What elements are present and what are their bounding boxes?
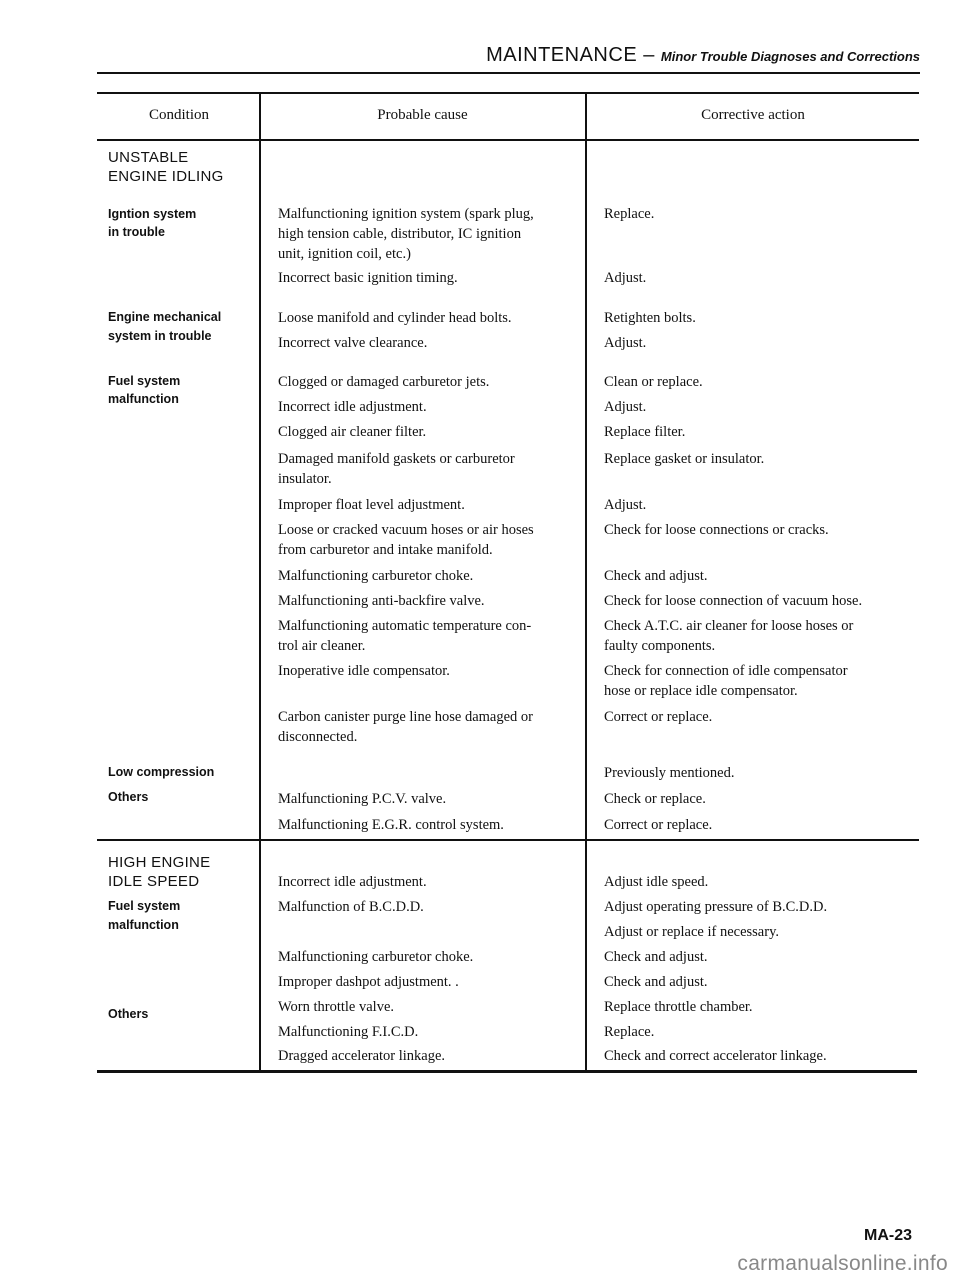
cause-line: Inoperative idle compensator. — [278, 663, 450, 679]
cause-line: Improper float level adjustment. — [278, 497, 465, 513]
table-top-rule — [97, 92, 919, 94]
cause-line: Malfunction of B.C.D.D. — [278, 899, 424, 915]
cause-line: Worn throttle valve. — [278, 999, 395, 1015]
condition-fuel-line1: Fuel system — [108, 374, 181, 388]
action-line: Check and correct accelerator linkage. — [604, 1048, 827, 1064]
condition-category-unstable-line1: UNSTABLE — [108, 149, 189, 166]
cause-line: Incorrect idle adjustment. — [278, 399, 427, 415]
condition-mechanical-line2: system in trouble — [108, 329, 212, 343]
cause-line: Loose or cracked vacuum hoses or air hoses — [278, 522, 534, 538]
cause-line: insulator. — [278, 471, 332, 487]
table-header-rule — [97, 139, 919, 141]
cause-line: Clogged or damaged carburetor jets. — [278, 374, 490, 390]
condition-category-high-line2: IDLE SPEED — [108, 873, 200, 890]
action-line: Check and adjust. — [604, 974, 708, 990]
cause-line: trol air cleaner. — [278, 638, 366, 654]
cause-line: Malfunctioning E.G.R. control system. — [278, 817, 504, 833]
page-header — [480, 44, 920, 67]
condition-others: Others — [108, 790, 149, 804]
column-divider-2 — [585, 92, 587, 1072]
header-subtitle: Minor Trouble Diagnoses and Corrections — [660, 49, 920, 64]
action-line: Adjust or replace if necessary. — [604, 924, 779, 940]
condition-category-unstable-line2: ENGINE IDLING — [108, 168, 224, 185]
action-line: Retighten bolts. — [604, 310, 696, 326]
condition-ignition-line1: Igntion system — [108, 207, 197, 221]
action-line: Check A.T.C. air cleaner for loose hoses or — [604, 618, 854, 634]
action-line: Check for connection of idle compensator — [604, 663, 848, 679]
cause-line: Carbon canister purge line hose damaged or — [278, 709, 534, 725]
watermark[interactable]: carmanualsonline.info — [737, 1252, 948, 1275]
cause-line: Incorrect basic ignition timing. — [278, 270, 458, 286]
condition-high-fuel-line1: Fuel system — [108, 899, 181, 913]
action-line: Replace. — [604, 1024, 655, 1040]
action-line: Check and adjust. — [604, 568, 708, 584]
action-line: Correct or replace. — [604, 709, 713, 725]
header-title: MAINTENANCE — [486, 44, 638, 66]
action-line: Adjust idle speed. — [604, 874, 709, 890]
cause-line: Malfunctioning automatic temperature con- — [278, 618, 532, 634]
cause-line: Malfunctioning P.C.V. valve. — [278, 791, 447, 807]
cause-line: Dragged accelerator linkage. — [278, 1048, 446, 1064]
column-header-cause: Probable cause — [377, 107, 468, 123]
column-header-action: Corrective action — [701, 107, 805, 123]
cause-line: unit, ignition coil, etc.) — [278, 246, 411, 262]
condition-fuel-line2: malfunction — [108, 392, 179, 406]
action-line: Check and adjust. — [604, 949, 708, 965]
page-number: MA-23 — [863, 1227, 912, 1244]
action-line: Adjust. — [604, 335, 647, 351]
action-line: Check for loose connection of vacuum hose. — [604, 593, 863, 609]
cause-line: disconnected. — [278, 729, 358, 745]
cause-line: Malfunctioning carburetor choke. — [278, 949, 474, 965]
cause-line: Incorrect valve clearance. — [278, 335, 428, 351]
cause-line: Incorrect idle adjustment. — [278, 874, 427, 890]
cause-line: Malfunctioning ignition system (spark plug, — [278, 206, 534, 222]
action-line: Adjust. — [604, 399, 647, 415]
action-line: Previously mentioned. — [604, 765, 735, 781]
action-line: Adjust. — [604, 497, 647, 513]
action-line: Clean or replace. — [604, 374, 703, 390]
condition-high-others: Others — [108, 1007, 149, 1021]
header-separator: – — [637, 44, 661, 66]
cause-line: Malfunctioning anti-backfire valve. — [278, 593, 485, 609]
cause-line: Damaged manifold gaskets or carburetor — [278, 451, 515, 467]
action-line: Adjust operating pressure of B.C.D.D. — [604, 899, 828, 915]
action-line: Adjust. — [604, 270, 647, 286]
action-line: Correct or replace. — [604, 817, 713, 833]
cause-line: Improper dashpot adjustment. . — [278, 974, 459, 990]
column-header-condition: Condition — [148, 107, 209, 123]
action-line: Replace throttle chamber. — [604, 999, 753, 1015]
action-line: Check for loose connections or cracks. — [604, 522, 829, 538]
action-line: faulty components. — [604, 638, 716, 654]
cause-line: Clogged air cleaner filter. — [278, 424, 427, 440]
cause-line: Loose manifold and cylinder head bolts. — [278, 310, 512, 326]
section-divider-rule — [97, 839, 919, 841]
condition-category-high-line1: HIGH ENGINE — [108, 854, 211, 871]
cause-line: from carburetor and intake manifold. — [278, 542, 493, 558]
action-line: Replace. — [604, 206, 655, 222]
condition-low-compression: Low compression — [108, 765, 215, 779]
table-bottom-rule — [97, 1070, 917, 1073]
action-line: Replace filter. — [604, 424, 686, 440]
condition-high-fuel-line2: malfunction — [108, 918, 179, 932]
condition-ignition-line2: in trouble — [108, 225, 165, 239]
header-rule — [97, 72, 920, 74]
cause-line: Malfunctioning F.I.C.D. — [278, 1024, 419, 1040]
condition-mechanical-line1: Engine mechanical — [108, 310, 222, 324]
action-line: hose or replace idle compensator. — [604, 683, 798, 699]
column-divider-1 — [259, 92, 261, 1072]
action-line: Check or replace. — [604, 791, 706, 807]
cause-line: high tension cable, distributor, IC ignition — [278, 226, 522, 242]
cause-line: Malfunctioning carburetor choke. — [278, 568, 474, 584]
action-line: Replace gasket or insulator. — [604, 451, 765, 467]
